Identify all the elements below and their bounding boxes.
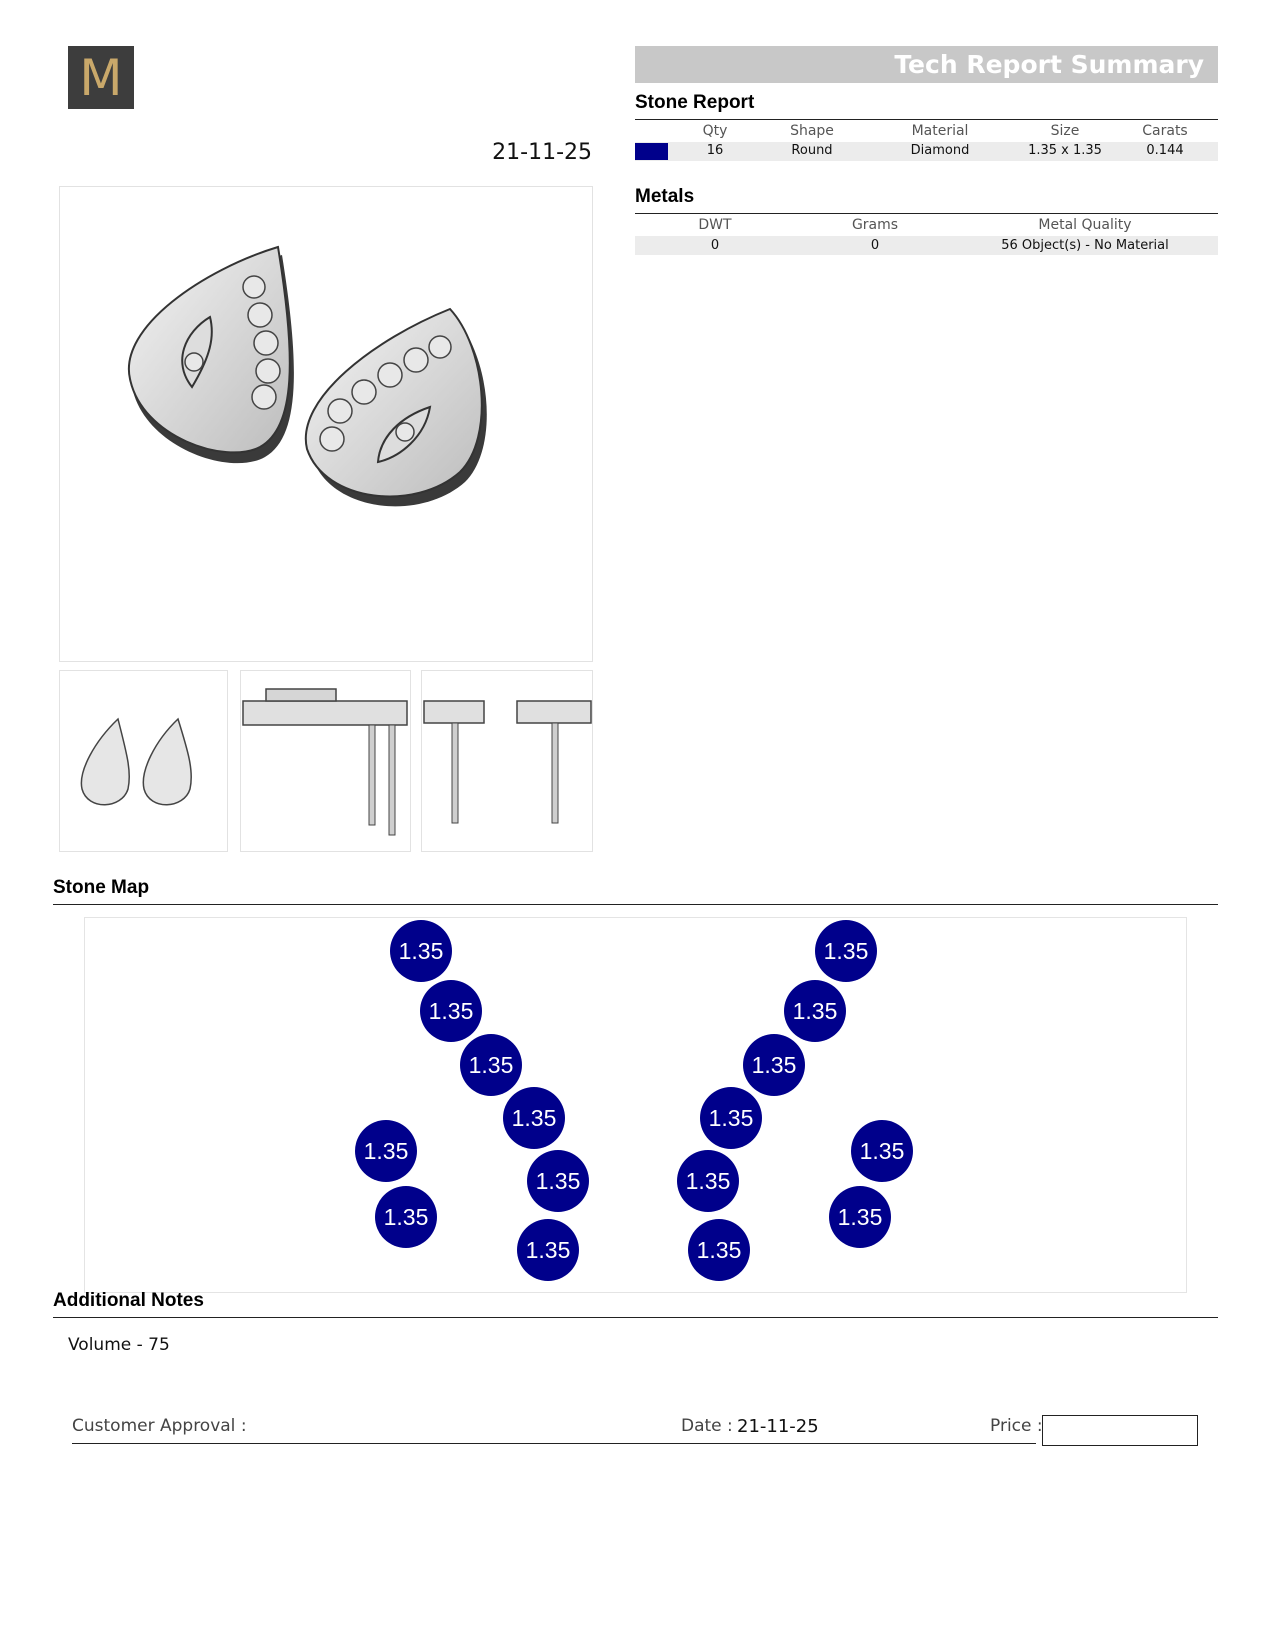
notes-text: Volume - 75 bbox=[68, 1335, 170, 1355]
earrings-front-view-illustration bbox=[422, 671, 592, 851]
price-input-box[interactable] bbox=[1042, 1415, 1198, 1446]
stone-report-heading: Stone Report bbox=[635, 92, 755, 113]
col-qty: Qty bbox=[702, 123, 728, 139]
stone-size: 1.35 x 1.35 bbox=[1028, 143, 1102, 158]
stone-marker: 1.35 bbox=[503, 1087, 565, 1149]
stone-marker: 1.35 bbox=[688, 1219, 750, 1281]
report-title-bar bbox=[635, 46, 1218, 83]
notes-heading: Additional Notes bbox=[53, 1290, 204, 1311]
stone-map-heading: Stone Map bbox=[53, 877, 150, 898]
metals-divider bbox=[635, 213, 1218, 214]
thumbnail-top-view bbox=[59, 670, 228, 852]
stone-marker: 1.35 bbox=[851, 1120, 913, 1182]
col-dwt: DWT bbox=[698, 217, 732, 233]
stone-marker: 1.35 bbox=[700, 1087, 762, 1149]
stone-marker: 1.35 bbox=[390, 920, 452, 982]
stone-marker: 1.35 bbox=[527, 1150, 589, 1212]
col-carats: Carats bbox=[1142, 123, 1188, 139]
stone-qty: 16 bbox=[706, 143, 724, 158]
stone-marker: 1.35 bbox=[743, 1034, 805, 1096]
main-render-image bbox=[59, 186, 593, 662]
metal-quality: 56 Object(s) - No Material bbox=[1001, 238, 1169, 253]
stone-marker: 1.35 bbox=[784, 980, 846, 1042]
stone-marker: 1.35 bbox=[420, 980, 482, 1042]
approval-signature-line bbox=[72, 1443, 1036, 1444]
stone-marker: 1.35 bbox=[815, 920, 877, 982]
earrings-side-view-illustration bbox=[241, 671, 410, 851]
approval-date-value: 21-11-25 bbox=[737, 1416, 819, 1437]
stone-color-swatch bbox=[635, 143, 668, 160]
stone-marker: 1.35 bbox=[677, 1150, 739, 1212]
stone-marker: 1.35 bbox=[829, 1186, 891, 1248]
stone-material: Diamond bbox=[910, 143, 970, 158]
company-logo bbox=[68, 46, 134, 109]
stone-map-divider bbox=[53, 904, 1218, 905]
col-shape: Shape bbox=[790, 123, 834, 139]
report-date: 21-11-25 bbox=[492, 140, 592, 165]
stone-shape: Round bbox=[791, 143, 833, 158]
metal-dwt: 0 bbox=[710, 238, 720, 253]
price-label: Price : bbox=[990, 1416, 1043, 1436]
earrings-render-illustration bbox=[60, 187, 592, 661]
logo-letter: M bbox=[79, 48, 123, 107]
col-grams: Grams bbox=[851, 217, 899, 233]
col-size: Size bbox=[1050, 123, 1080, 139]
col-metal-quality: Metal Quality bbox=[1038, 217, 1132, 233]
thumbnail-side-view bbox=[240, 670, 411, 852]
approval-date-label: Date : bbox=[681, 1416, 733, 1436]
stone-report-divider bbox=[635, 119, 1218, 120]
metal-grams: 0 bbox=[870, 238, 880, 253]
metals-heading: Metals bbox=[635, 186, 695, 207]
col-material: Material bbox=[911, 123, 969, 139]
thumbnail-front-view bbox=[421, 670, 593, 852]
stone-marker: 1.35 bbox=[517, 1219, 579, 1281]
earrings-top-view-illustration bbox=[60, 671, 227, 851]
stone-marker: 1.35 bbox=[375, 1186, 437, 1248]
stone-carats: 0.144 bbox=[1146, 143, 1184, 158]
stone-map-frame bbox=[84, 917, 1187, 1293]
stone-marker: 1.35 bbox=[460, 1034, 522, 1096]
report-title: Tech Report Summary bbox=[894, 50, 1204, 79]
notes-divider bbox=[53, 1317, 1218, 1318]
customer-approval-label: Customer Approval : bbox=[72, 1416, 247, 1436]
stone-marker: 1.35 bbox=[355, 1120, 417, 1182]
